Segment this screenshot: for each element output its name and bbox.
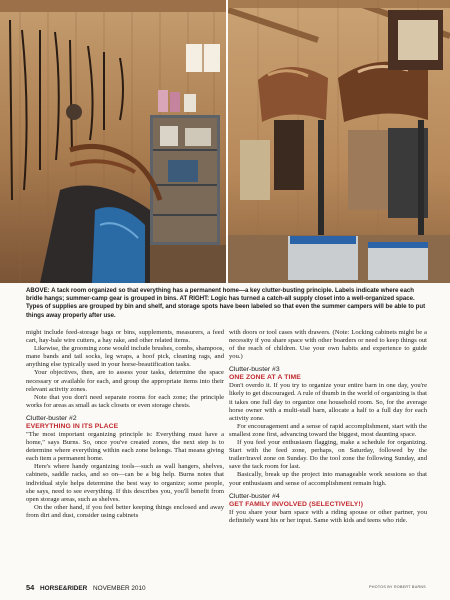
subhead-clutter-buster-2 (26, 415, 224, 431)
subhead-title: ONE ZONE AT A TIME (229, 374, 301, 382)
article-column-right (229, 329, 427, 525)
paragraph: Note that you don't need separate rooms for each zone; the principle works for areas as small as tack closets or even storage chests. (26, 393, 224, 409)
subhead-kicker: Clutter-buster #3 (229, 366, 280, 374)
tack-room-photo (0, 0, 226, 283)
paragraph: For encouragement and a sense of rapid accomplishment, start with the smallest zone first, advancing toward the biggest, most daunting space. (229, 422, 427, 438)
paragraph: Your objectives, then, are to assess your tasks, determine the space necessary or available for each, and group the appropriate items into their relevant activity zones. (26, 369, 224, 393)
page-footer (26, 583, 146, 592)
paragraph: with doors or tool cases with drawers. (Note: Locking cabinets might be a necessity if you share space with other boarders or need to keep things out of the reach of children. Use your own habits and experience to guide you.) (229, 329, 427, 361)
subhead-clutter-buster-3 (229, 366, 427, 382)
issue-date: NOVEMBER 2010 (93, 585, 146, 592)
supply-closet-illustration (228, 0, 450, 283)
subhead-kicker: Clutter-buster #4 (229, 492, 280, 500)
subhead-clutter-buster-4 (229, 493, 427, 509)
paragraph: If you feel your enthusiasm flagging, make a schedule for organizing. Start with the feed zone, perhaps, on Saturday, followed by the trailer/travel zone on Sunday. Do the tool zone the following Sunday, and save the tack room for last. (229, 439, 427, 471)
magazine-name: HORSE&RIDER (40, 585, 88, 592)
subhead-kicker: Clutter-buster #2 (26, 414, 77, 422)
paragraph: Basically, break up the project into manageable work sessions so that your enthusiasm and sense of accomplishment remain high. (229, 471, 427, 487)
page-number: 54 (26, 583, 35, 592)
paragraph: Here's where handy organizing tools—such as wall hangers, shelves, cabinets, saddle racks, and so on—can be a big help. Burns notes that individual style helps determine the best way to organize; some people, she says, need to see everything. If this describes you, you'll benefit from open storage areas, such as shelves. (26, 463, 224, 503)
subhead-title: GET FAMILY INVOLVED (SELECTIVELY!) (229, 500, 364, 508)
paragraph: Don't overdo it. If you try to organize your entire barn in one day, you're likely to get discouraged. A rule of thumb in the world of organizing is that it takes one full day to organize one household room. So, for the average horse owner with a multi-stall barn, allocate a half to a full day for each activity zone. (229, 382, 427, 422)
tack-room-illustration (0, 0, 226, 283)
supply-closet-photo (228, 0, 450, 283)
article-column-left (26, 329, 224, 520)
photo-spread (0, 0, 450, 283)
photo-caption: ABOVE: A tack room organized so that everything has a permanent home—a key clutter-busting principle. Labels indicate where each bridle hangs; summer-camp gear is grouped in bins. AT RIGHT: Logic has turned a catch-all supply closet into a well-organized space. Types of supplies are grouped by bin and shelf, and storage spots have been labeled so that even the summer campers will be able to put things away properly after use. (26, 287, 426, 319)
paragraph: If you share your barn space with a riding spouse or other partner, you definitely want his or her input. Same with kids and teens who ride. (229, 508, 427, 524)
paragraph: might include feed-storage bags or bins, supplements, measurers, a feed cart, hay-bale wire cutters, a hay rake, and other related items. (26, 329, 224, 345)
photo-credit: PHOTOS BY ROBERT BURNS (369, 585, 426, 589)
paragraph: On the other hand, if you feel better keeping things enclosed and away from dirt and dust, consider using cabinets (26, 503, 224, 519)
paragraph: "The most important organizing principle is: Everything must have a home," says Burns. So, once you've created zones, the next step is to determine where everything within each zone belongs. That means giving each item a permanent home. (26, 430, 224, 463)
paragraph: Likewise, the grooming zone would include brushes, combs, shampoos, mane bands and tail socks, leg wraps, a hoof pick, cleaning rags, and anything else typically used in your horse-beautification tasks. (26, 345, 224, 369)
subhead-title: EVERYTHING IN ITS PLACE (26, 422, 119, 430)
